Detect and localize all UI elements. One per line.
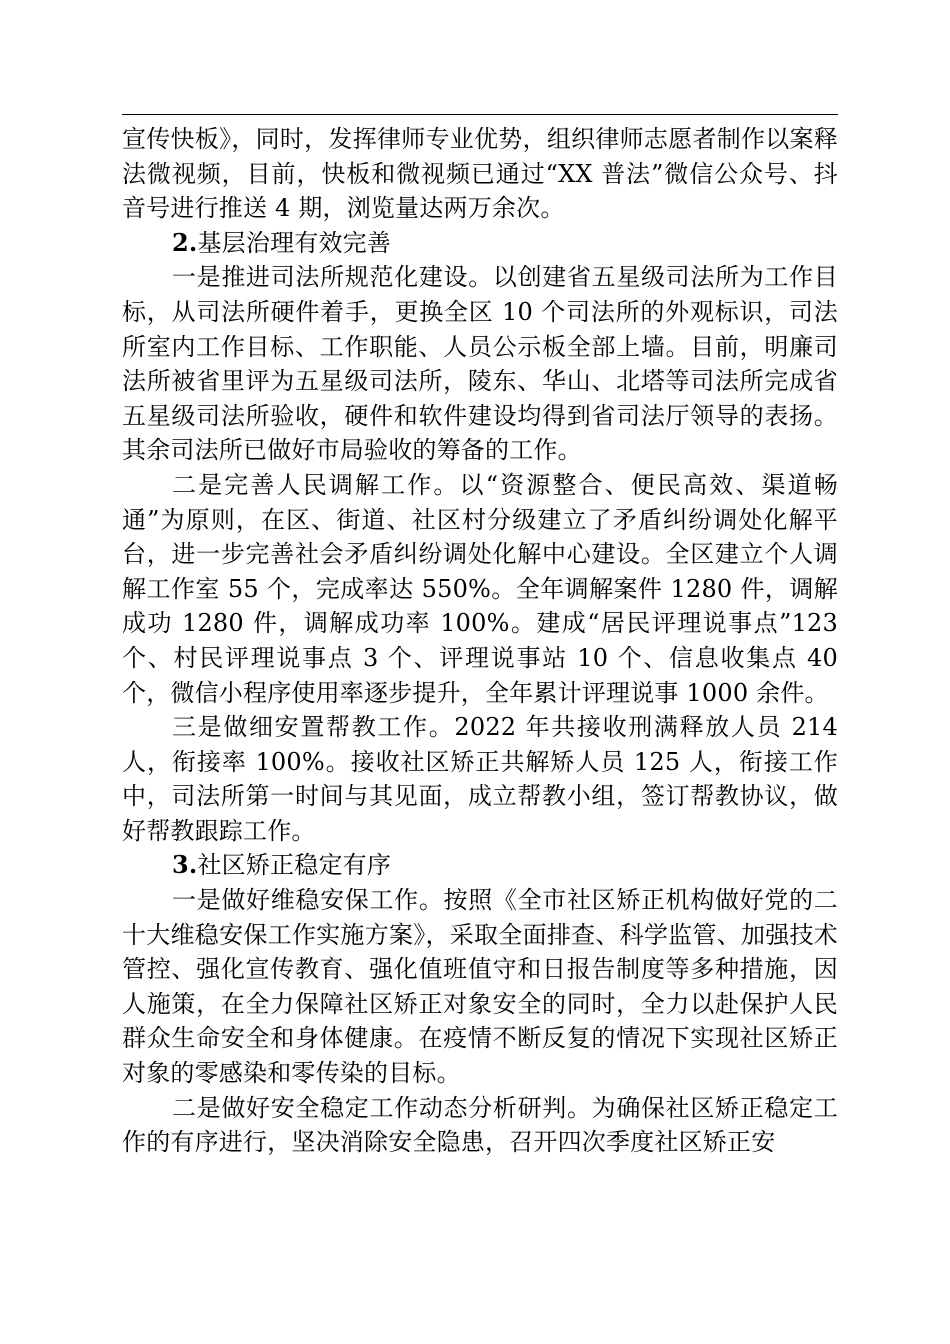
section-title: 基层治理有效完善 (197, 228, 392, 257)
section-heading-2 (122, 226, 838, 261)
paragraph: 二是做好安全稳定工作动态分析研判。为确保社区矫正稳定工作的有序进行，坚决消除安全隐患，召开四次季度社区矫正安 (122, 1093, 838, 1157)
section-number: 3. (172, 850, 198, 880)
document-body (122, 122, 838, 1160)
section-heading-3 (122, 848, 838, 883)
section-title: 社区矫正稳定有序 (197, 851, 392, 880)
header-rule (122, 114, 838, 115)
paragraph: 二是完善人民调解工作。以“资源整合、便民高效、渠道畅通”为原则，在区、街道、社区村分级建立了矛盾纠纷调处化解平台，进一步完善社会矛盾纠纷调处化解中心建设。全区建立个人调解工作室 55 个，完成率达 550%。全年调解案件 1280 件，调解成功 1280 件，调解成功率 100%。建成“居民评理说事点”123 个、村民评理说事点 3 个、评理说事站 10 个、信息收集点 40 个，微信小程序使用率逐步提升，全年累计评理说事 1000 余件。 (122, 470, 838, 707)
paragraph: 一是推进司法所规范化建设。以创建省五星级司法所为工作目标，从司法所硬件着手，更换全区 10 个司法所的外观标识，司法所室内工作目标、工作职能、人员公示板全部上墙。目前，明廉司法所被省里评为五星级司法所，陵东、华山、北塔等司法所完成省五星级司法所验收，硬件和软件建设均得到省司法厅领导的表扬。其余司法所已做好市局验收的筹备的工作。 (122, 263, 838, 465)
section-number: 2. (172, 227, 198, 257)
paragraph-continued: 宣传快板》，同时，发挥律师专业优势，组织律师志愿者制作以案释法微视频，目前，快板和微视频已通过“XX 普法”微信公众号、抖音号进行推送 4 期，浏览量达两万余次。 (122, 125, 838, 223)
paragraph: 三是做细安置帮教工作。2022 年共接收刑满释放人员 214 人，衔接率 100%。接收社区矫正共解矫人员 125 人，衔接工作中，司法所第一时间与其见面，成立帮教小组，签订帮教协议，做好帮教跟踪工作。 (122, 713, 838, 845)
paragraph: 一是做好维稳安保工作。按照《全市社区矫正机构做好党的二十大维稳安保工作实施方案》，采取全面排查、科学监管、加强技术管控、强化宣传教育、强化值班值守和日报告制度等多种措施，因人施策，在全力保障社区矫正对象安全的同时，全力以赴保护人民群众生命安全和身体健康。在疫情不断反复的情况下实现社区矫正对象的零感染和零传染的目标。 (122, 886, 838, 1088)
